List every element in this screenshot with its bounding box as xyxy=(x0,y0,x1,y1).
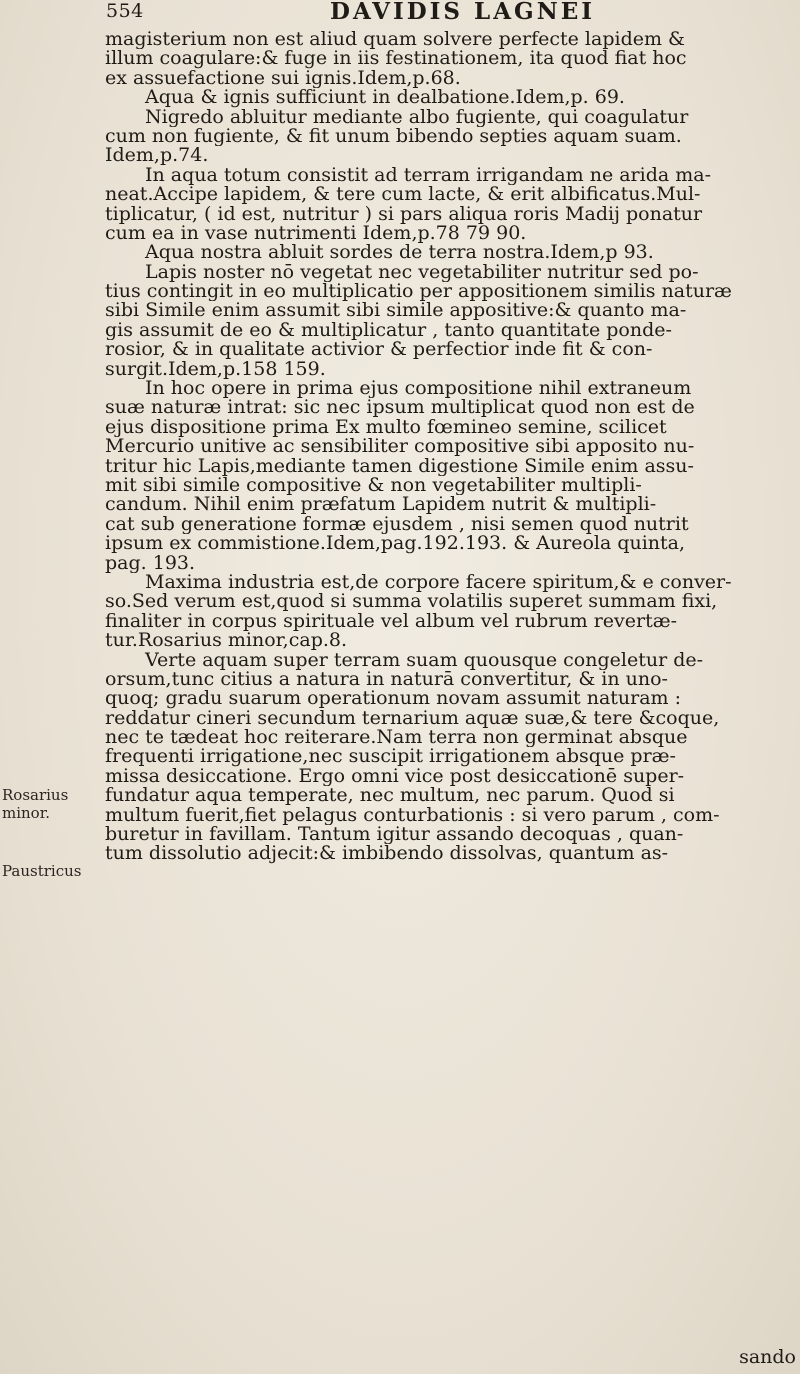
text-line: ex assuefactione sui ignis.Idem,p.68. xyxy=(105,68,461,89)
running-head: DAVIDIS LAGNEI xyxy=(330,0,596,25)
text-line: tur.Rosarius minor,cap.8. xyxy=(105,631,348,651)
text-line: multum fuerit,fiet pelagus conturbationis : si vero parum , com- xyxy=(105,805,720,826)
text-line: so.Sed verum est,quod si summa volatilis superet summam fixi, xyxy=(105,592,718,612)
text-line: ipsum ex commistione.Idem,pag.192.193. & Aureola quinta, xyxy=(105,534,686,554)
text-line: In aqua totum consistit ad terram irrigandam ne arida ma- xyxy=(145,165,712,186)
text-line: finaliter in corpus spirituale vel album vel rubrum revertæ- xyxy=(105,611,678,632)
margin-note-line: Rosarius xyxy=(2,786,69,804)
text-line: orsum,tunc citius a natura in naturā convertitur, & in uno- xyxy=(105,669,668,690)
text-line: In hoc opere in prima ejus compositione nihil extraneum xyxy=(145,379,692,399)
text-line: Mercurio unitive ac sensibiliter compositive sibi apposito nu- xyxy=(105,437,695,457)
margin-note-rosarius xyxy=(2,786,97,822)
margin-note-paustricus xyxy=(2,862,97,880)
text-line: tritur hic Lapis,mediante tamen digestione Simile enim assu- xyxy=(105,456,694,476)
body-text xyxy=(105,30,795,864)
text-line: fundatur aqua temperate, nec multum, nec parum. Quod si xyxy=(105,786,675,806)
text-line: candum. Nihil enim præfatum Lapidem nutrit & multipli- xyxy=(105,495,657,515)
text-line: surgit.Idem,p.158 159. xyxy=(105,359,326,380)
text-line: Nigredo abluitur mediante albo fugiente, qui coagulatur xyxy=(145,107,689,127)
text-line: quoq; gradu suarum operationum novam assumit naturam : xyxy=(105,689,682,709)
page-header xyxy=(100,0,800,30)
margin-note-line: minor. xyxy=(2,804,51,822)
text-line: Verte aquam super terram suam quousque congeletur de- xyxy=(145,650,704,670)
text-line: sibi Simile enim assumit sibi simile appositive:& quanto ma- xyxy=(105,301,687,321)
catchword: sando xyxy=(739,1346,796,1368)
text-line: buretur in favillam. Tantum igitur assando decoquas , quan- xyxy=(105,825,684,845)
text-line: mit sibi simile compositive & non vegetabiliter multipli- xyxy=(105,475,642,496)
text-line: tius contingit in eo multiplicatio per appositionem similis naturæ xyxy=(105,282,732,302)
text-line: suæ naturæ intrat: sic nec ipsum multiplicat quod non est de xyxy=(105,398,695,418)
text-line: illum coagulare:& fuge in iis festinationem, ita quod fiat hoc xyxy=(105,49,687,69)
text-line: neat.Accipe lapidem, & tere cum lacte, & erit albificatus.Mul- xyxy=(105,185,701,205)
text-line: frequenti irrigatione,nec suscipit irrigationem absque præ- xyxy=(105,747,676,767)
text-line: Idem,p.74. xyxy=(105,146,209,166)
text-line: Lapis noster nō vegetat nec vegetabiliter nutritur sed po- xyxy=(145,262,699,283)
text-line: Aqua & ignis sufficiunt in dealbatione.Idem,p. 69. xyxy=(145,88,625,108)
text-line: magisterium non est aliud quam solvere perfecte lapidem & xyxy=(105,30,685,50)
text-line: pag. 193. xyxy=(105,553,196,573)
text-line: cum non fugiente, & fit unum bibendo septies aquam suam. xyxy=(105,126,682,147)
text-line: tum dissolutio adjecit:& imbibendo dissolvas, quantum as- xyxy=(105,844,669,864)
text-line: tiplicatur, ( id est, nutritur ) si pars aliqua roris Madij ponatur xyxy=(105,204,703,224)
text-line: missa desiccatione. Ergo omni vice post desiccationē super- xyxy=(105,766,685,787)
text-line: cat sub generatione formæ ejusdem , nisi semen quod nutrit xyxy=(105,514,689,535)
text-line: Aqua nostra abluit sordes de terra nostra.Idem,p 93. xyxy=(145,243,654,263)
page-number: 554 xyxy=(106,0,144,22)
text-line: cum ea in vase nutrimenti Idem,p.78 79 90. xyxy=(105,223,527,244)
text-line: reddatur cineri secundum ternarium aquæ suæ,& tere &coque, xyxy=(105,708,720,729)
text-line: rosior, & in qualitate activior & perfectior inde fit & con- xyxy=(105,340,653,360)
text-line: Maxima industria est,de corpore facere spiritum,& e conver- xyxy=(145,572,732,593)
margin-note-line: Paustricus xyxy=(2,862,82,880)
text-line: ejus dispositione prima Ex multo fœmineo semine, scilicet xyxy=(105,417,667,438)
text-line: gis assumit de eo & multiplicatur , tanto quantitate ponde- xyxy=(105,320,672,341)
text-line: nec te tædeat hoc reiterare.Nam terra non germinat absque xyxy=(105,728,688,748)
